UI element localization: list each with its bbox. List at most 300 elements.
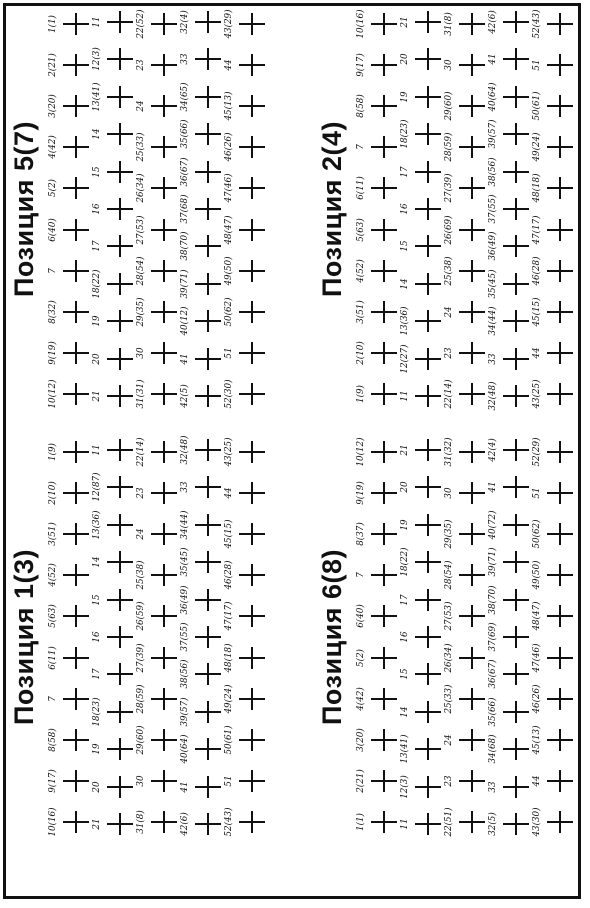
seat-cell — [47, 555, 95, 595]
cross-mark-icon — [239, 770, 265, 792]
seat-label: 37(55) — [487, 194, 498, 224]
seat-cell — [399, 654, 447, 694]
seat-cell — [135, 802, 183, 842]
seat-label: 46(28) — [531, 256, 542, 286]
cross-mark-icon — [195, 439, 221, 461]
seat-label: 50(62) — [531, 519, 542, 549]
seat-cell — [135, 210, 183, 250]
cross-mark-icon — [195, 348, 221, 370]
cross-mark-icon — [459, 564, 485, 586]
seat-cell — [443, 251, 491, 291]
seat-label: 17 — [399, 165, 410, 178]
seat-row — [223, 431, 271, 843]
cross-mark-icon — [151, 219, 177, 241]
seat-label: 37(55) — [179, 622, 190, 652]
cross-mark-icon — [195, 663, 221, 685]
seat-cell — [443, 168, 491, 208]
cross-mark-icon — [371, 95, 397, 117]
seat-cell — [487, 692, 535, 732]
cross-mark-icon — [195, 476, 221, 498]
seat-cell — [355, 251, 403, 291]
seat-cell — [179, 654, 227, 694]
seat-label: 36(49) — [179, 585, 190, 615]
seat-label: 8(37) — [355, 522, 366, 546]
seat-label: 5(2) — [47, 179, 58, 198]
seat-label: 24 — [443, 734, 454, 746]
seat-label: 16 — [91, 631, 102, 643]
cross-mark-icon — [195, 198, 221, 220]
seat-label: 5(63) — [47, 604, 58, 629]
seat-label: 45(13) — [223, 91, 234, 121]
seat-label: 17 — [91, 668, 102, 681]
seat-cell — [443, 638, 491, 678]
seat-cell — [91, 339, 139, 379]
seat-label: 28(54) — [443, 560, 454, 590]
cross-mark-icon — [547, 770, 573, 792]
seat-label: 40(72) — [487, 510, 498, 540]
seat-cell — [135, 333, 183, 373]
seat-label: 48(18) — [531, 173, 542, 203]
cross-mark-icon — [239, 260, 265, 282]
seat-label: 43(29) — [223, 9, 234, 39]
seat-cell — [355, 596, 403, 636]
seat-cell — [179, 189, 227, 229]
seat-label: 44 — [223, 487, 234, 499]
seat-cell — [47, 86, 95, 126]
seat-cell — [399, 114, 447, 154]
seat-label: 52(43) — [223, 807, 234, 837]
seat-cell — [179, 430, 227, 470]
seat-row — [91, 3, 139, 415]
seat-label: 35(45) — [179, 547, 190, 577]
seat-cell — [91, 264, 139, 304]
seat-label: 23 — [443, 775, 454, 787]
seat-label: 20 — [91, 353, 102, 365]
cross-mark-icon — [459, 383, 485, 405]
seat-cell — [531, 251, 579, 291]
seat-label: 30 — [443, 487, 454, 499]
seat-label: 18(22) — [399, 547, 410, 577]
seat-label: 34(68) — [487, 734, 498, 764]
seat-cell — [47, 802, 95, 842]
cross-mark-icon — [371, 523, 397, 545]
seat-cell — [179, 264, 227, 304]
cross-mark-icon — [63, 811, 89, 833]
cross-mark-icon — [107, 813, 133, 835]
cross-mark-icon — [415, 514, 441, 536]
cross-mark-icon — [503, 663, 529, 685]
seat-cell — [223, 45, 271, 85]
seat-cell — [135, 374, 183, 414]
cross-mark-icon — [459, 647, 485, 669]
seat-label: 47(46) — [223, 173, 234, 203]
cross-mark-icon — [107, 385, 133, 407]
cross-mark-icon — [239, 441, 265, 463]
cross-mark-icon — [547, 729, 573, 751]
cross-mark-icon — [503, 48, 529, 70]
cross-mark-icon — [107, 626, 133, 648]
seat-cell — [47, 432, 95, 472]
cross-mark-icon — [239, 342, 265, 364]
seat-label: 7 — [355, 144, 366, 150]
seat-cell — [355, 45, 403, 85]
seat-row — [135, 3, 183, 415]
seat-cell — [135, 127, 183, 167]
seat-label: 3(51) — [47, 522, 58, 546]
seat-cell — [399, 467, 447, 507]
seat-label: 33 — [179, 481, 190, 493]
cross-mark-icon — [459, 301, 485, 323]
seat-cell — [531, 86, 579, 126]
seat-label: 8(58) — [355, 94, 366, 118]
cross-mark-icon — [459, 260, 485, 282]
seat-cell — [47, 210, 95, 250]
cross-mark-icon — [239, 688, 265, 710]
cross-mark-icon — [547, 136, 573, 158]
cross-mark-icon — [239, 605, 265, 627]
seat-label: 38(56) — [179, 659, 190, 690]
seat-cell — [443, 555, 491, 595]
seat-label: 14 — [399, 706, 410, 718]
cross-mark-icon — [547, 523, 573, 545]
seat-label: 12(3) — [399, 775, 410, 799]
seat-label: 33 — [487, 781, 498, 793]
seat-cell — [443, 127, 491, 167]
cross-mark-icon — [459, 811, 485, 833]
cross-mark-icon — [63, 95, 89, 117]
seat-cell — [487, 729, 535, 769]
cross-mark-icon — [239, 177, 265, 199]
seat-cell — [355, 333, 403, 373]
cross-mark-icon — [547, 260, 573, 282]
seat-cell — [91, 542, 139, 582]
seat-label: 31(31) — [135, 379, 146, 409]
quadrant-position-6-8 — [311, 425, 583, 849]
seat-label: 48(18) — [223, 643, 234, 673]
seat-label: 29(35) — [443, 519, 454, 549]
seat-cell — [135, 596, 183, 636]
seat-label: 51 — [223, 775, 234, 787]
seat-label: 9(19) — [355, 481, 366, 505]
cross-mark-icon — [239, 95, 265, 117]
seat-cell — [355, 514, 403, 554]
cross-mark-icon — [195, 589, 221, 611]
cross-mark-icon — [459, 136, 485, 158]
seat-cell — [355, 168, 403, 208]
seat-label: 3(51) — [355, 300, 366, 324]
seat-label: 2(21) — [355, 769, 366, 793]
cross-mark-icon — [151, 54, 177, 76]
seat-cell — [223, 4, 271, 44]
cross-mark-icon — [107, 589, 133, 611]
cross-mark-icon — [107, 161, 133, 183]
seat-row — [399, 3, 447, 415]
cross-mark-icon — [151, 482, 177, 504]
seat-label: 15 — [91, 165, 102, 178]
seat-cell — [135, 720, 183, 760]
cross-mark-icon — [107, 48, 133, 70]
cross-mark-icon — [547, 54, 573, 76]
cross-mark-icon — [415, 701, 441, 723]
cross-mark-icon — [151, 441, 177, 463]
seat-cell — [179, 376, 227, 416]
seat-label: 46(28) — [223, 560, 234, 590]
seat-label: 36(49) — [487, 231, 498, 262]
cross-mark-icon — [371, 729, 397, 751]
cross-mark-icon — [63, 301, 89, 323]
seat-label: 36(67) — [487, 659, 498, 690]
seat-cell — [443, 514, 491, 554]
seat-cell — [399, 226, 447, 266]
seat-cell — [531, 638, 579, 678]
seat-cell — [443, 4, 491, 44]
seat-label: 29(35) — [135, 297, 146, 327]
seat-cell — [531, 473, 579, 513]
seat-cell — [223, 210, 271, 250]
cross-mark-icon — [63, 523, 89, 545]
seat-label: 26(34) — [135, 173, 146, 203]
seat-cell — [135, 638, 183, 678]
cross-mark-icon — [459, 219, 485, 241]
seat-label: 45(15) — [223, 519, 234, 549]
seat-label: 9(17) — [355, 53, 366, 77]
seat-label: 10(12) — [355, 437, 366, 467]
seat-label: 13(36) — [91, 510, 102, 540]
seat-label: 21 — [91, 390, 102, 402]
seat-cell — [223, 333, 271, 373]
seat-cell — [91, 654, 139, 694]
seat-label: 29(60) — [443, 91, 454, 121]
seat-label: 30 — [443, 59, 454, 71]
cross-mark-icon — [239, 523, 265, 545]
seat-cell — [487, 376, 535, 416]
seat-cell — [47, 168, 95, 208]
cross-mark-icon — [107, 663, 133, 685]
seat-cell — [223, 679, 271, 719]
seat-row — [135, 431, 183, 843]
seat-label: 6(40) — [355, 604, 366, 629]
seat-cell — [223, 555, 271, 595]
seat-cell — [355, 638, 403, 678]
seat-label: 42(6) — [487, 9, 498, 34]
seat-label: 32(5) — [487, 812, 498, 837]
cross-mark-icon — [371, 564, 397, 586]
seat-label: 30 — [135, 347, 146, 359]
seat-cell — [487, 542, 535, 582]
cross-mark-icon — [371, 811, 397, 833]
cross-mark-icon — [195, 235, 221, 257]
cross-mark-icon — [547, 564, 573, 586]
cross-mark-icon — [107, 514, 133, 536]
seat-cell — [487, 467, 535, 507]
seat-label: 18(23) — [91, 697, 102, 727]
seat-cell — [355, 679, 403, 719]
seat-cell — [179, 542, 227, 582]
cross-mark-icon — [107, 551, 133, 573]
seat-row — [179, 3, 227, 415]
cross-mark-icon — [63, 383, 89, 405]
seat-cell — [91, 692, 139, 732]
cross-mark-icon — [63, 219, 89, 241]
seat-cell — [223, 802, 271, 842]
seat-label: 33 — [487, 353, 498, 365]
seat-label: 50(62) — [223, 297, 234, 327]
seat-label: 1(1) — [355, 813, 366, 832]
cross-mark-icon — [547, 811, 573, 833]
cross-mark-icon — [107, 310, 133, 332]
quadrant-position-5-7 — [3, 0, 275, 421]
cross-mark-icon — [63, 605, 89, 627]
seat-label: 17 — [91, 240, 102, 253]
seat-label: 51 — [223, 347, 234, 359]
seat-cell — [47, 127, 95, 167]
seat-label: 7 — [355, 572, 366, 578]
cross-mark-icon — [415, 385, 441, 407]
cross-mark-icon — [459, 482, 485, 504]
seat-cell — [47, 374, 95, 414]
seat-cell — [399, 152, 447, 192]
cross-mark-icon — [107, 11, 133, 33]
seat-cell — [179, 339, 227, 379]
seat-label: 31(32) — [443, 437, 454, 467]
seat-label: 36(67) — [179, 157, 190, 187]
cross-mark-icon — [415, 161, 441, 183]
seat-label: 10(16) — [355, 9, 366, 39]
seat-cell — [47, 251, 95, 291]
cross-mark-icon — [371, 383, 397, 405]
seat-cell — [223, 720, 271, 760]
seat-label: 25(33) — [135, 132, 146, 162]
seat-cell — [223, 514, 271, 554]
seat-cell — [487, 189, 535, 229]
seat-label: 48(47) — [223, 215, 234, 245]
seat-label: 24 — [135, 528, 146, 540]
cross-mark-icon — [415, 48, 441, 70]
cross-mark-icon — [503, 235, 529, 257]
seat-cell — [443, 720, 491, 760]
seat-cell — [91, 77, 139, 117]
seat-cell — [531, 374, 579, 414]
seat-label: 52(30) — [223, 379, 234, 409]
cross-mark-icon — [63, 564, 89, 586]
cross-mark-icon — [63, 482, 89, 504]
cross-mark-icon — [151, 729, 177, 751]
seat-label: 17 — [399, 593, 410, 606]
cross-mark-icon — [151, 95, 177, 117]
seat-cell — [47, 45, 95, 85]
seat-row — [223, 3, 271, 415]
seat-cell — [91, 189, 139, 229]
seat-label: 49(24) — [223, 684, 234, 714]
cross-mark-icon — [415, 348, 441, 370]
seat-label: 28(54) — [135, 256, 146, 286]
cross-mark-icon — [459, 177, 485, 199]
seat-label: 34(65) — [179, 82, 190, 112]
seat-cell — [443, 86, 491, 126]
seat-cell — [355, 127, 403, 167]
seat-label: 49(50) — [223, 256, 234, 286]
seat-label: 14 — [91, 556, 102, 568]
seat-label: 27(53) — [135, 215, 146, 245]
seat-cell — [135, 432, 183, 472]
quadrant-title: Позиция 5(7) — [9, 120, 39, 298]
cross-mark-icon — [371, 770, 397, 792]
seat-label: 25(38) — [443, 256, 454, 286]
seat-label: 6(11) — [47, 645, 58, 670]
cross-mark-icon — [151, 688, 177, 710]
cross-mark-icon — [371, 136, 397, 158]
cross-mark-icon — [503, 123, 529, 145]
cross-mark-icon — [151, 260, 177, 282]
seat-cell — [135, 4, 183, 44]
cross-mark-icon — [371, 441, 397, 463]
seat-label: 31(8) — [135, 810, 146, 835]
seat-label: 49(50) — [531, 560, 542, 590]
seat-cell — [47, 638, 95, 678]
seat-label: 44 — [223, 59, 234, 71]
seat-label: 24 — [135, 100, 146, 112]
seat-cell — [399, 301, 447, 341]
seat-label: 5(2) — [355, 648, 366, 667]
seat-cell — [355, 720, 403, 760]
seat-label: 27(53) — [443, 601, 454, 631]
cross-mark-icon — [151, 564, 177, 586]
seat-label: 3(20) — [47, 94, 58, 118]
seat-cell — [443, 292, 491, 332]
seat-label: 40(64) — [487, 82, 498, 112]
seat-label: 38(70) — [179, 231, 190, 262]
cross-mark-icon — [459, 342, 485, 364]
cross-mark-icon — [107, 701, 133, 723]
seat-cell — [47, 514, 95, 554]
cross-mark-icon — [195, 813, 221, 835]
cross-mark-icon — [503, 476, 529, 498]
cross-mark-icon — [239, 729, 265, 751]
cross-mark-icon — [151, 301, 177, 323]
seat-label: 26(59) — [135, 601, 146, 631]
cross-mark-icon — [547, 13, 573, 35]
cross-mark-icon — [371, 605, 397, 627]
cross-mark-icon — [503, 161, 529, 183]
seat-cell — [531, 679, 579, 719]
seat-label: 45(13) — [531, 725, 542, 755]
seat-label: 2(21) — [47, 53, 58, 77]
seat-cell — [443, 45, 491, 85]
seat-cell — [399, 617, 447, 657]
seat-cell — [179, 39, 227, 79]
seat-label: 10(16) — [47, 807, 58, 837]
seat-cell — [487, 226, 535, 266]
seat-label: 12(27) — [399, 344, 410, 374]
seat-label: 21 — [91, 818, 102, 830]
cross-mark-icon — [415, 198, 441, 220]
seat-cell — [399, 804, 447, 844]
cross-mark-icon — [151, 647, 177, 669]
cross-mark-icon — [195, 551, 221, 573]
seat-cell — [223, 292, 271, 332]
seat-label: 16 — [399, 203, 410, 215]
cross-mark-icon — [239, 564, 265, 586]
seat-cell — [399, 189, 447, 229]
seat-label: 42(6) — [179, 812, 190, 837]
cross-mark-icon — [63, 729, 89, 751]
seat-label: 52(43) — [531, 9, 542, 39]
cross-mark-icon — [107, 776, 133, 798]
seat-cell — [91, 617, 139, 657]
seat-label: 26(34) — [443, 643, 454, 673]
seat-label: 25(38) — [135, 560, 146, 590]
cross-mark-icon — [63, 342, 89, 364]
